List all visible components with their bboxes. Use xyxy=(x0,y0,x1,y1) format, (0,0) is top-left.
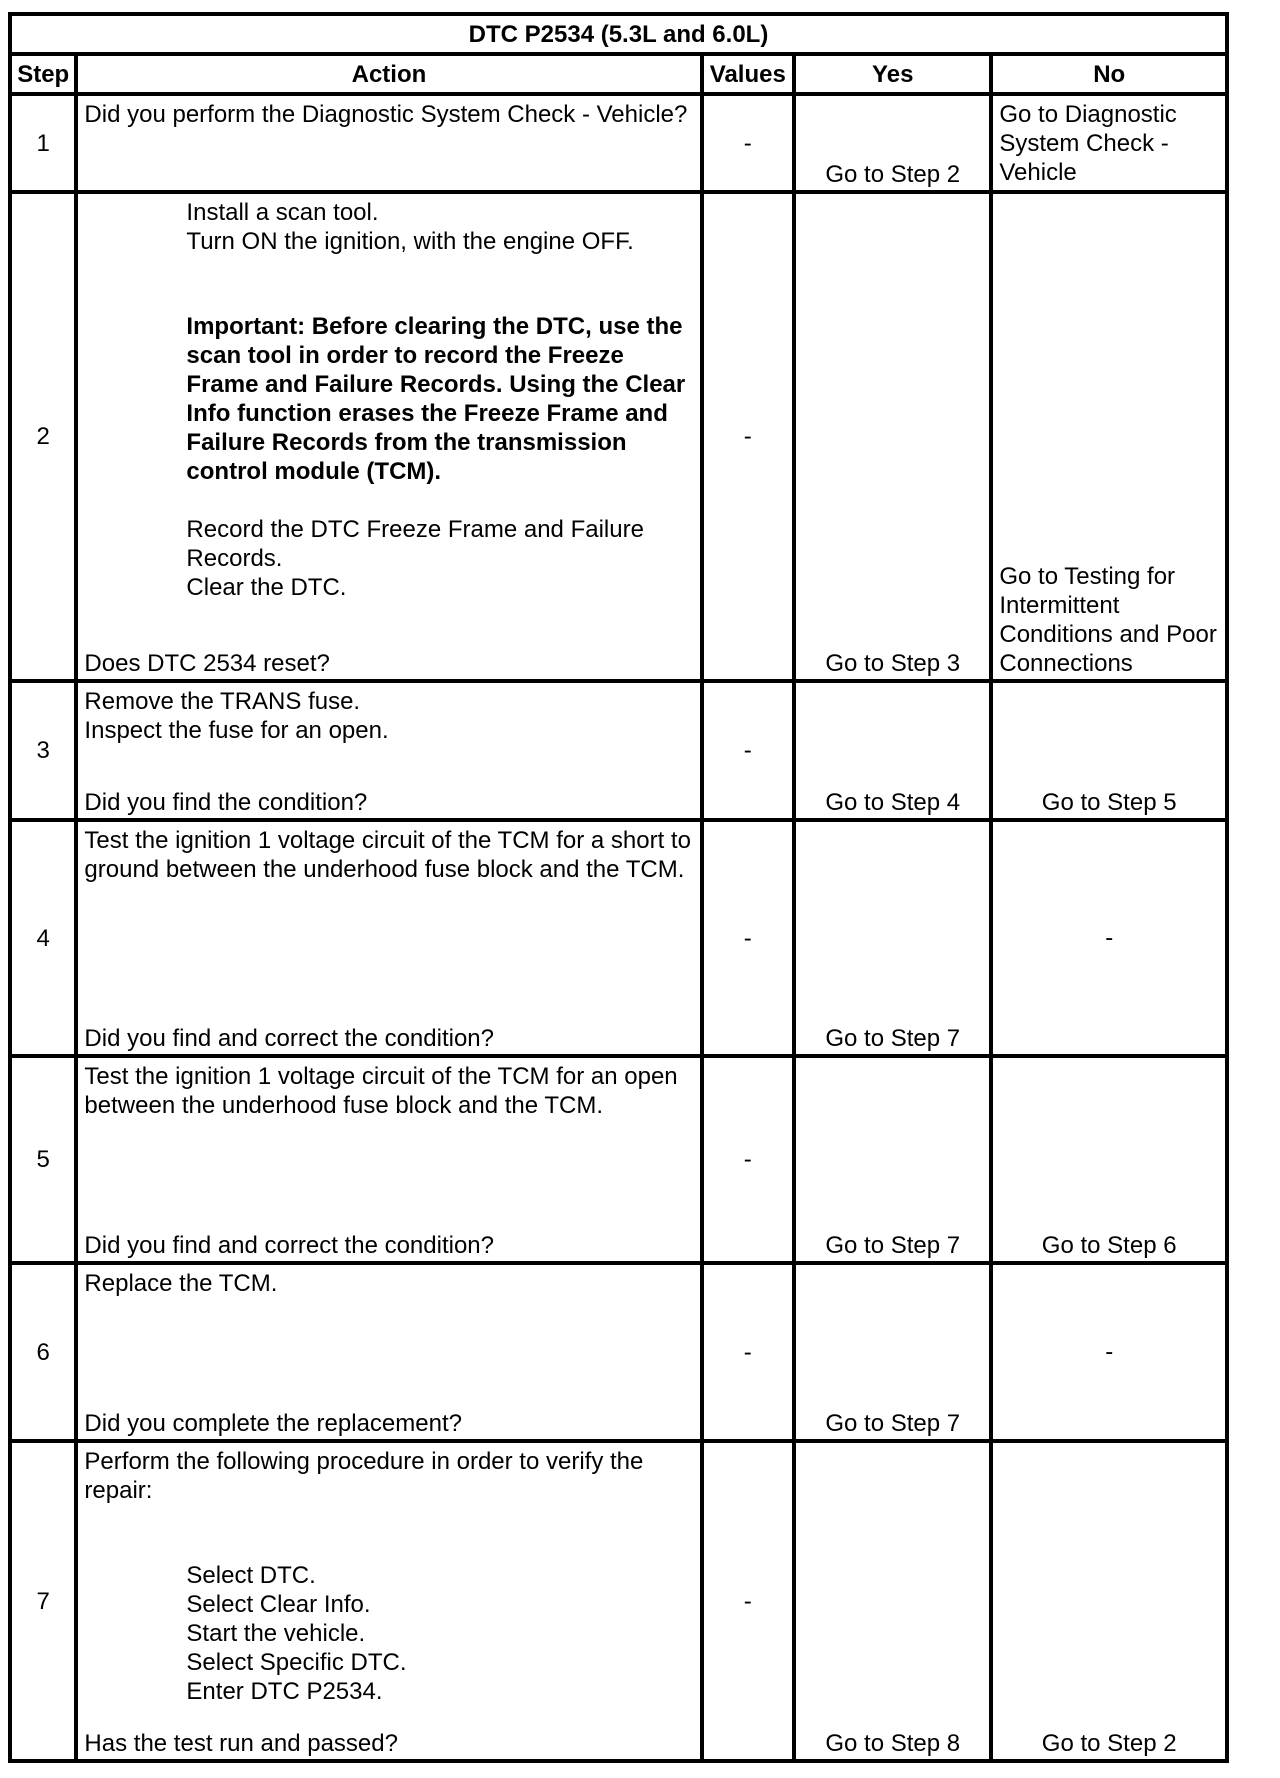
no-cell xyxy=(991,820,1227,1056)
action-text: Did you perform the Diagnostic System Check - Vehicle? xyxy=(84,101,688,128)
action-question: Did you find and correct the condition? xyxy=(84,1025,495,1052)
header-action: Action xyxy=(76,54,701,94)
diagnostic-table xyxy=(8,12,1229,1763)
action-cell xyxy=(76,94,701,192)
table-row xyxy=(10,1056,1227,1263)
no-cell xyxy=(991,681,1227,820)
table-row xyxy=(10,681,1227,820)
action-question: Did you complete the replacement? xyxy=(84,1410,462,1437)
no-cell xyxy=(991,1263,1227,1441)
values-cell: - xyxy=(702,820,795,1056)
step-number: 7 xyxy=(10,1441,76,1761)
yes-text: Go to Step 7 xyxy=(825,1410,961,1437)
action-question: Does DTC 2534 reset? xyxy=(84,650,330,677)
no-text: - xyxy=(1105,924,1114,952)
no-cell xyxy=(991,192,1227,681)
action-line: Turn ON the ignition, with the engine OFF. xyxy=(186,228,634,255)
step-number: 6 xyxy=(10,1263,76,1441)
action-cell xyxy=(76,820,701,1056)
values-cell: - xyxy=(702,94,795,192)
values-cell: - xyxy=(702,1263,795,1441)
yes-cell xyxy=(794,94,991,192)
no-cell xyxy=(991,1441,1227,1761)
yes-cell xyxy=(794,1441,991,1761)
action-text: Test the ignition 1 voltage circuit of the TCM for an open between the underhood fuse block and the TCM. xyxy=(84,1063,678,1119)
table-row xyxy=(10,94,1227,192)
action-question: Did you find and correct the condition? xyxy=(84,1232,495,1259)
no-text: - xyxy=(1105,1338,1114,1366)
action-text: Replace the TCM. xyxy=(84,1270,278,1297)
no-text: Go to Step 2 xyxy=(1041,1730,1177,1757)
values-cell: - xyxy=(702,192,795,681)
values-cell: - xyxy=(702,681,795,820)
action-cell xyxy=(76,1056,701,1263)
yes-cell xyxy=(794,681,991,820)
important-note: Important: Before clearing the DTC, use the scan tool in order to record the Freeze Frame and Failure Records. Using the Clear Info function erases the Freeze Frame and Failure Records from the transmission control module (TCM). xyxy=(186,313,686,485)
header-no: No xyxy=(991,54,1227,94)
table-row xyxy=(10,820,1227,1056)
action-line: Clear the DTC. xyxy=(186,574,347,601)
action-question: Has the test run and passed? xyxy=(84,1730,398,1757)
step-number: 1 xyxy=(10,94,76,192)
action-line: Enter DTC P2534. xyxy=(186,1678,383,1705)
action-cell xyxy=(76,681,701,820)
action-text: Perform the following procedure in order to verify the repair: xyxy=(84,1448,644,1504)
step-number: 3 xyxy=(10,681,76,820)
action-line: Install a scan tool. xyxy=(186,199,379,226)
yes-cell xyxy=(794,1056,991,1263)
yes-text: Go to Step 8 xyxy=(825,1730,961,1757)
action-line: Select DTC. xyxy=(186,1562,316,1589)
header-values: Values xyxy=(702,54,795,94)
no-text: Go to Testing for Intermittent Conditions and Poor Connections xyxy=(999,563,1217,677)
no-text: Go to Diagnostic System Check - Vehicle xyxy=(999,101,1177,186)
header-yes: Yes xyxy=(794,54,991,94)
yes-text: Go to Step 2 xyxy=(825,161,961,188)
no-cell xyxy=(991,1056,1227,1263)
action-line: Remove the TRANS fuse. xyxy=(84,688,361,715)
yes-text: Go to Step 3 xyxy=(825,650,961,677)
table-title: DTC P2534 (5.3L and 6.0L) xyxy=(10,14,1227,54)
step-number: 5 xyxy=(10,1056,76,1263)
action-cell xyxy=(76,1263,701,1441)
no-text: Go to Step 5 xyxy=(1041,789,1177,816)
yes-cell xyxy=(794,1263,991,1441)
table-row xyxy=(10,192,1227,681)
action-line: Start the vehicle. xyxy=(186,1620,366,1647)
action-line: Record the DTC Freeze Frame and Failure Records. xyxy=(186,516,644,572)
header-step: Step xyxy=(10,54,76,94)
action-line: Inspect the fuse for an open. xyxy=(84,717,389,744)
action-line: Select Specific DTC. xyxy=(186,1649,407,1676)
table-row xyxy=(10,1263,1227,1441)
action-cell xyxy=(76,192,701,681)
action-question: Did you find the condition? xyxy=(84,789,368,816)
yes-text: Go to Step 7 xyxy=(825,1025,961,1052)
no-cell xyxy=(991,94,1227,192)
action-text: Test the ignition 1 voltage circuit of the TCM for a short to ground between the underhood fuse block and the TCM. xyxy=(84,827,691,883)
yes-text: Go to Step 7 xyxy=(825,1232,961,1259)
yes-text: Go to Step 4 xyxy=(825,789,961,816)
table-row xyxy=(10,1441,1227,1761)
step-number: 4 xyxy=(10,820,76,1056)
yes-cell xyxy=(794,192,991,681)
no-text: Go to Step 6 xyxy=(1041,1232,1177,1259)
action-line: Select Clear Info. xyxy=(186,1591,371,1618)
action-cell xyxy=(76,1441,701,1761)
values-cell: - xyxy=(702,1056,795,1263)
values-cell: - xyxy=(702,1441,795,1761)
step-number: 2 xyxy=(10,192,76,681)
yes-cell xyxy=(794,820,991,1056)
